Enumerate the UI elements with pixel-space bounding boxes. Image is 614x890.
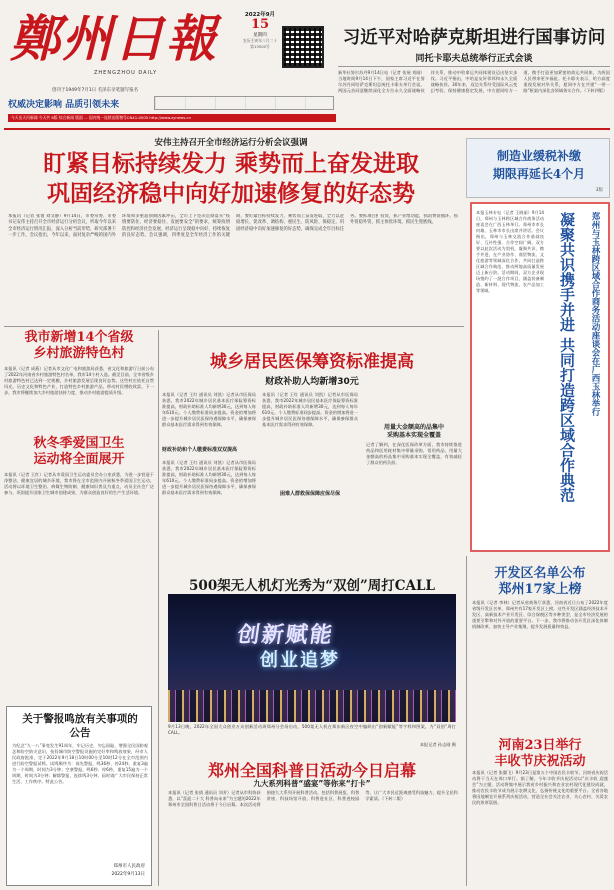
story-tourism-body: 本报讯（记者 成燕）记者从市文化广电和旅游局获悉，省文化和旅游厅日前公布了2022年河南省乡村旅游特色村名单，我市14个村入选。截至目前，全市省级乡村旅游特色村已达到一定规模，乡村旅游发展呈现良好态势。这些村庄依托自然风光、历史文化和特色产业，打造特色乡村旅游产品，带动村民增收致富。下一步，我市将继续加大乡村旅游扶持力度，推动乡村旅游提质升级。 — [4, 366, 154, 395]
photo-title[interactable]: 500架无人机灯光秀为“双创”周打CALL — [189, 578, 435, 594]
story-procurement-title-1[interactable]: 用量大金额高的品集中 — [383, 424, 444, 431]
date-year-month: 2022年9月 — [244, 12, 276, 18]
masthead-logo-pinyin: ZHENGZHOU DAILY — [94, 70, 158, 76]
photo-image[interactable] — [168, 594, 456, 722]
story-festival-body: 本报讯（记者 张翼飞）9月23日是第五个中国农民丰收节，河南省庆祝活动将于当天在周口举行。据了解，今年丰收节庆祝活动以“庆丰收 迎盛会”为主题，活动将集中展示我省乡村振兴和农业农村现代化建设成就，推动农民丰收节成为展示农耕文化、弘扬传统文化的重要平台。全省各地将因地制宜开展系列庆祝活动，营造全社会关注农业、关心农村、关爱农民的浓厚氛围。 — [472, 770, 608, 805]
city-lights — [168, 690, 456, 722]
notice-date: 2022年9月13日 — [111, 872, 145, 877]
lead-story-body: 本报讯（记者 张倩 刘文静）9月14日，市委常委、市委书记安伟主持召开全市经济运行分析会议，听取今年以来全市经济运行情况汇报，深入分析当前形势，研究部署下一步工作。会议指出，今年以来，面对复杂严峻的国内外环境和多重超预期因素冲击，全市上下坚决贯彻落实“疫情要防住、经济要稳住、发展要安全”的要求，统筹疫情防控和经济社会发展，经济运行呈现稳中向好、持续恢复的良好态势。会议强调，四季度是全年经济工作的关键期，要盯紧目标持续发力，乘势而上奋发进取，全力以赴稳增长、促改革、调结构、惠民生、防风险、保稳定，巩固经济稳中向好加速修复的好态势，确保完成全年目标任务。要抓项目扩投资，抓产业增动能，抓消费促循环，抓外贸稳外资，抓主体优环境，抓民生兜底线。 — [8, 214, 458, 238]
top-story-title[interactable]: 习近平对哈萨克斯坦进行国事访问 — [342, 28, 606, 48]
lead-story-headline-1[interactable]: 盯紧目标持续发力 乘势而上奋发进取 — [42, 150, 419, 177]
date-weekday: 星期四 — [253, 33, 267, 38]
story-science-subtitle: 九大系列科普“盛宴”等你来“打卡” — [253, 779, 371, 788]
top-story-body: 新华社努尔苏丹9月14日电（记者 张展 刘刚）当地时间9月14日下午，国家主席习近平在努尔苏丹同哈萨克斯坦总统托卡耶夫举行会谈。两国元首同意继续深化全方位永久全面战略伙伴关系，推动中哈命运共同体建设迈出坚实步伐。习近平指出，中哈是友好邻邦和永久全面战略伙伴。30年来，双边关系经受国际风云变幻考验，保持健康稳定发展。中方愿同哈方一道，携手打造更加紧密的命运共同体，为两国人民带来更多福祉。托卡耶夫表示，哈方高度重视发展对华关系，愿同中方在共建“一带一路”框架内深化各领域务实合作。（下转四版） — [338, 70, 610, 93]
story-hygiene[interactable] — [4, 436, 154, 616]
masthead-info-box — [154, 96, 334, 110]
top-story[interactable] — [338, 4, 610, 124]
story-science-body: 本报讯（记者 张倩 通讯员 刘芳）记者从市科协获悉，以“喜迎二十大 科普向未来”为主题的2022年郑州市全国科普日活动将于今日启幕。本次活动将围绕九大系列开展科普活动，包括科普展览、科普讲座、科技场馆开放、科普进社区、科普进校园等，让广大市民近距离感受科技魅力，提升全民科学素质。（下转二版） — [168, 790, 458, 807]
story-procurement-title-2[interactable]: 采购基本实现全覆盖 — [386, 432, 441, 439]
story-tourism-title-1[interactable]: 我市新增14个省级 — [24, 330, 134, 345]
story-procurement-body: 记者了解到，在深化医保改革方面，我市持续推进药品和医用耗材集中带量采购，常用药品、用量大金额高的药品集中采购基本实现全覆盖，有效减轻了群众用药负担。 — [366, 442, 462, 465]
story-medical-body: 本报讯（记者 王红 通讯员 刘凯）记者从市医保局获悉，我市2022年城乡居民基本医疗保险筹资标准提高，财政补助标准人均新增30元，达到每人每年610元。个人缴费标准同步提高。资金的增加将进一步提升城乡居民医保待遇保障水平，确保参保群众基本医疗需求得到有效保障。 — [162, 392, 256, 427]
story-medical-body-3: 本报讯（记者 王红 通讯员 刘凯）记者从市医保局获悉，我市2022年城乡居民基本医疗保险筹资标准提高，财政补助标准人均新增30元，达到每人每年610元。个人缴费标准同步提高。资金的增加将进一步提升城乡居民医保待遇保障水平，确保参保群众基本医疗需求得到有效保障。 — [262, 392, 358, 427]
story-hygiene-body: 本报讯（记者 王红）记者从市爱国卫生运动委员会办公室获悉，为进一步营造干净整洁、健康宜居的城乡环境，我市将在全市范围内开展秋冬季爱国卫生运动。活动将以环境卫生整治、病媒生物防制、健康知识普及为重点，动员全社会广泛参与，巩固提升国家卫生城市创建成果，为群众创造良好的生产生活环境。 — [4, 472, 154, 495]
publisher-line: 创刊于1949年7月1日 毛泽东亲笔题写报名 — [52, 88, 139, 93]
story-medical-subtitle: 财政补助人均新增30元 — [265, 377, 359, 387]
story-medical-subheading: 财政补助和个人缴费标准双双提高 — [162, 447, 238, 453]
lead-story-headline-2[interactable]: 巩固经济稳中向好加速修复的好态势 — [47, 180, 415, 207]
lead-story[interactable] — [4, 132, 458, 322]
sidebar-feature-vertical-title-2: 郑州与玉林跨区域合作商务活动座谈会在广西玉林举行 — [590, 212, 600, 416]
date-issue: 第13500号 — [250, 44, 270, 49]
drone-light-text-2: 创业追梦 — [260, 650, 340, 671]
notice-title-2[interactable]: 公告 — [69, 727, 91, 739]
masthead-logo: 鄭州日報 — [10, 9, 218, 68]
story-dev-zone[interactable] — [470, 556, 610, 726]
photo-feature[interactable] — [162, 572, 462, 752]
notice-title-1[interactable]: 关于警报鸣放有关事项的 — [22, 713, 138, 725]
story-science-title[interactable]: 郑州全国科普日活动今日启幕 — [207, 761, 416, 780]
notice-signature: 郑州市人民政府 — [113, 864, 145, 869]
story-medical-title[interactable]: 城乡居民医保筹资标准提高 — [210, 352, 414, 372]
sidebar-tax[interactable] — [466, 138, 610, 198]
notice[interactable] — [6, 706, 152, 886]
masthead-footer-line: 今天出天河新闻 今天共 8版 综合新闻 版面 ... 国内统一连续出版物号CN41-0005 http://www.zynews.cn — [8, 114, 336, 122]
story-festival[interactable] — [470, 728, 610, 886]
story-science[interactable] — [162, 754, 462, 886]
story-medical-body-2: 本报讯（记者 王红 通讯员 刘凯）记者从市医保局获悉，我市2022年城乡居民基本医疗保险筹资标准提高，财政补助标准人均新增30元，达到每人每年610元。个人缴费标准同步提高。资金的增加将进一步提升城乡居民医保待遇保障水平，确保参保群众基本医疗需求得到有效保障。 — [162, 460, 256, 495]
story-tourism[interactable] — [4, 330, 154, 434]
photo-caption: 9月13日晚，2022年全国大众创业万众创新活动周郑州分会场启动，500架无人机在郑东新区夜空中编织出“创新赋能”等字样和图案，为“双创”周打CALL。 — [168, 724, 456, 735]
sidebar-tax-title-2[interactable]: 期限再延长4个月 — [492, 167, 586, 181]
sidebar-tax-page-ref: 3版 — [595, 188, 603, 193]
masthead — [4, 4, 336, 124]
story-medical[interactable] — [162, 330, 462, 568]
story-hygiene-title-1[interactable]: 秋冬季爱国卫生 — [33, 436, 125, 451]
date-lunar: 农历壬寅年八月二十 — [242, 38, 278, 43]
story-festival-title-2[interactable]: 丰收节庆祝活动 — [494, 754, 586, 769]
sidebar-tax-title-1[interactable]: 制造业缓税补缴 — [496, 149, 581, 163]
story-dev-zone-body: 本报讯（记者 李林）记者从省商务厅获悉，河南省近日公布了2022年度省级开发区名单，郑州共有17家开发区上榜。这些开发区涵盖经济技术开发区、高新技术产业开发区、综合保税区等多种类型，是全市经济发展的重要引擎和对外开放的重要平台。下一步，我市将推动各开发区深化体制机制改革，加快主导产业集聚，提升发展质量和效益。 — [472, 600, 608, 629]
drone-light-text-1: 创新赋能 — [235, 623, 336, 648]
sidebar-feature-vertical-title-1[interactable]: 凝聚共识携手并进 共同打造跨区域合作典范 — [558, 212, 576, 503]
story-tourism-title-2[interactable]: 乡村旅游特色村 — [33, 346, 125, 361]
story-dev-zone-title-2[interactable]: 郑州17家上榜 — [498, 582, 582, 597]
sidebar-feature[interactable] — [470, 202, 610, 552]
story-hygiene-title-2[interactable]: 运动将全面展开 — [33, 452, 125, 467]
photo-credit: 本报记者 孙志刚 摄 — [419, 742, 456, 747]
qr-code — [282, 26, 324, 68]
lead-story-kicker: 安伟主持召开全市经济运行分析会议强调 — [154, 138, 308, 148]
notice-body: 为纪念“九一八”事变发生91周年，牢记历史，勿忘国耻，增强全民国防观念和防空防灾意识，检验城市防空警报设施的完好率和鸣放效果，经市人民政府批准，定于2022年9月18日10时00分至10时12分在全市范围内进行防空警报试鸣。试鸣顺序为：预先警报，鸣36秒、停24秒，重复3遍为一个周期，时间为3分钟；空袭警报，鸣6秒、停6秒，重复15遍为一个周期，时间为3分钟；解除警报，连续鸣3分钟。届时请广大市民保持正常生活、工作秩序。特此公告。 — [12, 743, 148, 784]
date-block — [240, 10, 280, 50]
date-day: 15 — [250, 17, 270, 32]
story-festival-title-1[interactable]: 河南23日举行 — [498, 738, 582, 753]
story-medical-2-subheading: 困难人群救保保障应保尽保 — [262, 490, 358, 497]
masthead-slogan: 权威决定影响 品质引领未来 — [8, 100, 120, 110]
sidebar-feature-body: 本报玉林专电（记者 王晓丽）9月14日，郑州与玉林跨区域合作商务活动座谈会在广西玉林举行。郑州市市长何雄，玉林市市长出席并讲话。会议指出，郑州与玉林交流合作基础良好、互补性强、合作空间广阔。双方要以此次活动为契机，凝聚共识、携手并进，在产业协作、商贸物流、文化旅游等领域深化合作，共同打造跨区域合作典范，推动两地高质量发展迈上新台阶。活动期间，双方企业现场签约了一批合作项目，涵盖装备制造、新材料、现代物流、农产品加工等领域。 — [476, 210, 544, 293]
story-dev-zone-title-1[interactable]: 开发区名单公布 — [494, 566, 586, 581]
top-story-subtitle: 同托卡耶夫总统举行正式会谈 — [415, 54, 533, 64]
